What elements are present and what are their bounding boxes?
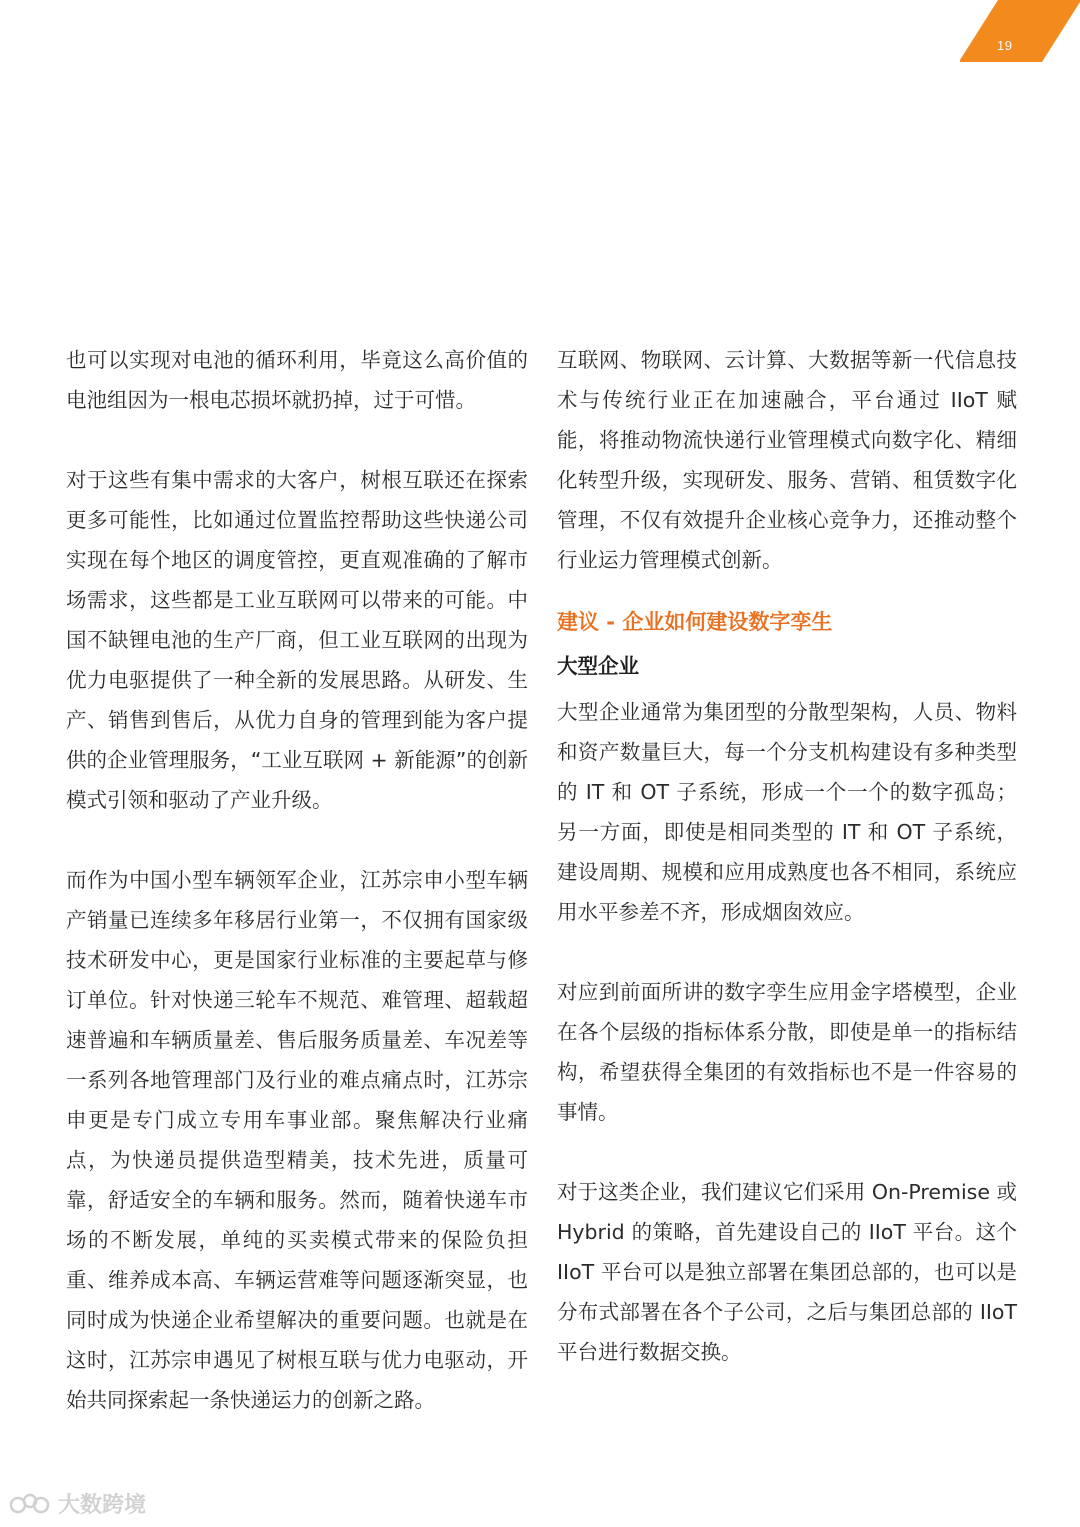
right-paragraph-1: 大型企业通常为集团型的分散型架构，人员、物料和资产数量巨大，每一个分支机构建设有多种类型的 IT 和 OT 子系统，形成一个一个的数字孤岛；另一方面，即使是相同类型的 IT 和 OT 子系统，建设周期、规模和应用成熟度也各不相同，系统应用水平参差不齐，形成烟囱效应。 (557, 700, 1017, 924)
page-number: 19 (997, 38, 1013, 53)
right-paragraph-3: 对于这类企业，我们建议它们采用 On-Premise 或 Hybrid 的策略，首先建设自己的 IIoT 平台。这个 IIoT 平台可以是独立部署在集团总部的，也可以是分布式部署在各个子公司，之后与集团总部的 IIoT 平台进行数据交换。 (557, 1180, 1017, 1364)
left-paragraph-1: 也可以实现对电池的循环利用，毕竟这么高价值的电池组因为一根电芯损坏就扔掉，过于可惜。 (66, 348, 528, 412)
section-heading: 建议 - 企业如何建设数字孪生 (557, 610, 833, 634)
watermark-logo-icon (8, 1489, 52, 1519)
left-column (66, 340, 528, 1420)
left-paragraph-2: 对于这些有集中需求的大客户，树根互联还在探索更多可能性，比如通过位置监控帮助这些快递公司实现在每个地区的调度管控，更直观准确的了解市场需求，这些都是工业互联网可以带来的可能。中国不缺锂电池的生产厂商，但工业互联网的出现为优力电驱提供了一种全新的发展思路。从研发、生产、销售到售后，从优力自身的管理到能为客户提供的企业管理服务，“工业互联网 + 新能源”的创新模式引领和驱动了产业升级。 (66, 468, 528, 812)
right-paragraph-2: 对应到前面所讲的数字孪生应用金字塔模型，企业在各个层级的指标体系分散，即使是单一的指标结构，希望获得全集团的有效指标也不是一件容易的事情。 (557, 980, 1017, 1124)
right-column (557, 340, 1017, 1372)
corner-tab-shape (960, 0, 1080, 62)
left-paragraph-3: 而作为中国小型车辆领军企业，江苏宗申小型车辆产销量已连续多年移居行业第一，不仅拥有国家级技术研发中心，更是国家行业标准的主要起草与修订单位。针对快递三轮车不规范、难管理、超载超速普遍和车辆质量差、售后服务质量差、车况差等一系列各地管理部门及行业的难点痛点时，江苏宗申更是专门成立专用车事业部。聚焦解决行业痛点，为快递员提供造型精美，技术先进，质量可靠，舒适安全的车辆和服务。然而，随着快递车市场的不断发展，单纯的买卖模式带来的保险负担重、维养成本高、车辆运营难等问题逐渐突显，也同时成为快递企业希望解决的重要问题。也就是在这时，江苏宗申遇见了树根互联与优力电驱动，开始共同探索起一条快递运力的创新之路。 (66, 868, 528, 1412)
watermark-text: 大数跨境 (58, 1493, 147, 1518)
sub-heading: 大型企业 (557, 654, 639, 678)
watermark (8, 1488, 146, 1519)
page-corner-tab (960, 0, 1080, 62)
right-intro-paragraph: 互联网、物联网、云计算、大数据等新一代信息技术与传统行业正在加速融合，平台通过 IIoT 赋能，将推动物流快递行业管理模式向数字化、精细化转型升级，实现研发、服务、营销、租赁数字化管理，不仅有效提升企业核心竞争力，还推动整个行业运力管理模式创新。 (557, 348, 1017, 572)
